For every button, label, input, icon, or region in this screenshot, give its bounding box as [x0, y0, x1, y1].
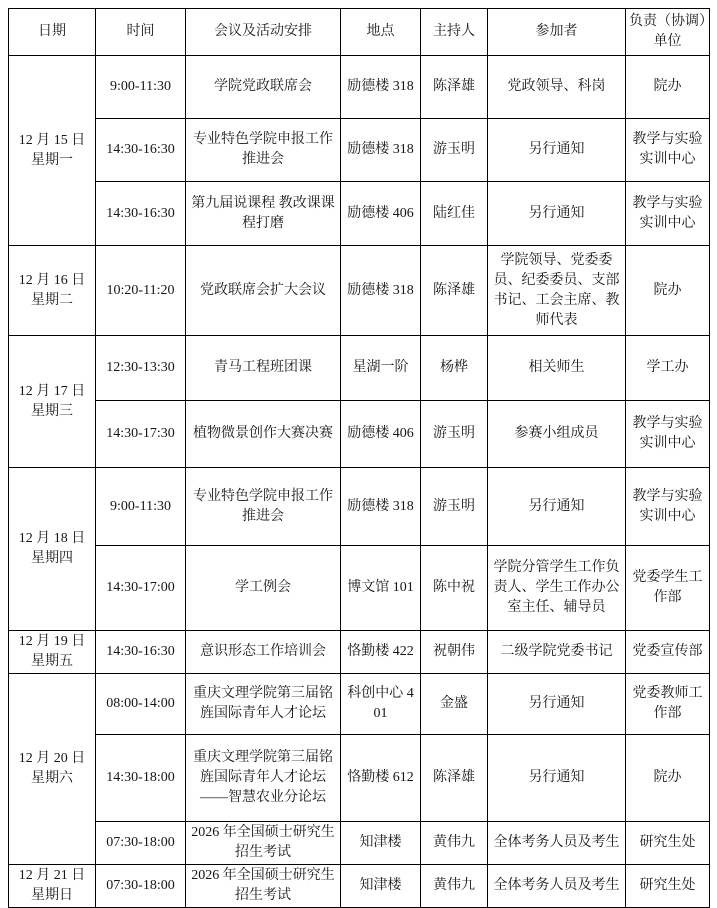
- cell-unit: 院办: [626, 56, 710, 119]
- cell-participants: 全体考务人员及考生: [488, 822, 626, 865]
- cell-meeting: 2026 年全国硕士研究生招生考试: [186, 822, 341, 865]
- cell-date-tue: [9, 246, 96, 336]
- cell-unit: 教学与实验实训中心: [626, 119, 710, 182]
- cell-place: 星湖一阶: [341, 336, 421, 401]
- cell-participants: 学院领导、党委委员、纪委委员、支部书记、工会主席、教师代表: [488, 246, 626, 336]
- date-text: 12 月 19 日: [18, 634, 86, 649]
- cell-time: 9:00-11:30: [96, 56, 186, 119]
- cell-meeting: 重庆文理学院第三届铭旌国际青年人才论坛——智慧农业分论坛: [186, 735, 341, 822]
- cell-time: 14:30-16:30: [96, 631, 186, 674]
- cell-meeting: 党政联席会扩大会议: [186, 246, 341, 336]
- cell-host: 陈泽雄: [421, 246, 488, 336]
- cell-host: 游玉明: [421, 468, 488, 546]
- cell-participants: 全体考务人员及考生: [488, 865, 626, 908]
- schedule-row: [9, 735, 710, 822]
- cell-unit: 党委学生工作部: [626, 546, 710, 631]
- cell-time: 14:30-17:00: [96, 546, 186, 631]
- cell-unit: 院办: [626, 735, 710, 822]
- cell-host: 陆红佳: [421, 182, 488, 246]
- schedule-row: [9, 246, 710, 336]
- cell-unit: 教学与实验实训中心: [626, 401, 710, 468]
- header-participants: 参加者: [488, 9, 626, 56]
- cell-participants: 党政领导、科岗: [488, 56, 626, 119]
- cell-unit: 研究生处: [626, 865, 710, 908]
- cell-place: 励德楼 406: [341, 401, 421, 468]
- header-meeting: 会议及活动安排: [186, 9, 341, 56]
- cell-host: 金盛: [421, 674, 488, 735]
- cell-meeting: 重庆文理学院第三届铭旌国际青年人才论坛: [186, 674, 341, 735]
- header-date: 日期: [9, 9, 96, 56]
- date-text: 12 月 15 日: [18, 132, 86, 148]
- cell-participants: 学院分管学生工作负责人、学生工作办公室主任、辅导员: [488, 546, 626, 631]
- cell-place: 恪勤楼 422: [341, 631, 421, 674]
- cell-place: 励德楼 318: [341, 56, 421, 119]
- weekday-text: 星期四: [31, 551, 73, 566]
- cell-place: 励德楼 406: [341, 182, 421, 246]
- weekday-text: 星期五: [31, 654, 73, 669]
- schedule-row: [9, 56, 710, 119]
- header-place: 地点: [341, 9, 421, 56]
- cell-date-wed: [9, 336, 96, 468]
- cell-meeting: 2026 年全国硕士研究生招生考试: [186, 865, 341, 908]
- cell-place: 励德楼 318: [341, 119, 421, 182]
- date-text: 12 月 17 日: [18, 383, 86, 399]
- cell-time: 07:30-18:00: [96, 865, 186, 908]
- weekday-text: 星期一: [31, 152, 73, 168]
- schedule-row: [9, 822, 710, 865]
- cell-time: 14:30-18:00: [96, 735, 186, 822]
- header-row: [9, 9, 710, 56]
- cell-host: 陈中祝: [421, 546, 488, 631]
- date-text: 12 月 18 日: [18, 531, 86, 546]
- weekday-text: 星期三: [31, 403, 73, 419]
- cell-participants: 另行通知: [488, 674, 626, 735]
- cell-participants: 另行通知: [488, 735, 626, 822]
- cell-meeting: 专业特色学院申报工作推进会: [186, 119, 341, 182]
- cell-meeting: 学院党政联席会: [186, 56, 341, 119]
- cell-place: 励德楼 318: [341, 246, 421, 336]
- cell-meeting: 学工例会: [186, 546, 341, 631]
- cell-participants: 另行通知: [488, 182, 626, 246]
- cell-host: 陈泽雄: [421, 735, 488, 822]
- cell-time: 12:30-13:30: [96, 336, 186, 401]
- cell-place: 博文馆 101: [341, 546, 421, 631]
- cell-unit: 院办: [626, 246, 710, 336]
- cell-time: 10:20-11:20: [96, 246, 186, 336]
- cell-date-thu: [9, 468, 96, 631]
- cell-place: 科创中心 401: [341, 674, 421, 735]
- cell-place: 恪勤楼 612: [341, 735, 421, 822]
- cell-time: 08:00-14:00: [96, 674, 186, 735]
- cell-meeting: 意识形态工作培训会: [186, 631, 341, 674]
- cell-host: 陈泽雄: [421, 56, 488, 119]
- date-text: 12 月 21 日: [18, 868, 86, 883]
- cell-participants: 参赛小组成员: [488, 401, 626, 468]
- cell-place: 励德楼 318: [341, 468, 421, 546]
- cell-date-fri: [9, 631, 96, 674]
- schedule-row: [9, 631, 710, 674]
- cell-meeting: 青马工程班团课: [186, 336, 341, 401]
- cell-time: 14:30-16:30: [96, 119, 186, 182]
- cell-unit: 党委宣传部: [626, 631, 710, 674]
- cell-host: 黄伟九: [421, 865, 488, 908]
- header-unit: 负责（协调）单位: [626, 9, 710, 56]
- weekday-text: 星期日: [31, 888, 73, 903]
- cell-unit: 党委教师工作部: [626, 674, 710, 735]
- cell-date-mon: [9, 56, 96, 246]
- weekday-text: 星期二: [31, 292, 73, 308]
- cell-meeting: 专业特色学院申报工作推进会: [186, 468, 341, 546]
- cell-host: 黄伟九: [421, 822, 488, 865]
- cell-host: 祝朝伟: [421, 631, 488, 674]
- cell-unit: 教学与实验实训中心: [626, 182, 710, 246]
- cell-host: 杨桦: [421, 336, 488, 401]
- cell-time: 14:30-16:30: [96, 182, 186, 246]
- schedule-row: [9, 468, 710, 546]
- cell-participants: 另行通知: [488, 468, 626, 546]
- cell-host: 游玉明: [421, 401, 488, 468]
- cell-date-sun: [9, 865, 96, 908]
- cell-place: 知津楼: [341, 865, 421, 908]
- cell-meeting: 第九届说课程 教改课课程打磨: [186, 182, 341, 246]
- schedule-row: [9, 119, 710, 182]
- schedule-row: [9, 336, 710, 401]
- cell-unit: 教学与实验实训中心: [626, 468, 710, 546]
- cell-participants: 相关师生: [488, 336, 626, 401]
- cell-meeting: 植物微景创作大赛决赛: [186, 401, 341, 468]
- weekday-text: 星期六: [31, 771, 73, 786]
- date-text: 12 月 16 日: [18, 272, 86, 288]
- cell-time: 14:30-17:30: [96, 401, 186, 468]
- schedule-row: [9, 865, 710, 908]
- date-text: 12 月 20 日: [18, 751, 86, 766]
- cell-time: 07:30-18:00: [96, 822, 186, 865]
- cell-participants: 二级学院党委书记: [488, 631, 626, 674]
- weekly-schedule-table: [8, 8, 710, 908]
- schedule-row: [9, 182, 710, 246]
- schedule-row: [9, 546, 710, 631]
- schedule-row: [9, 401, 710, 468]
- cell-host: 游玉明: [421, 119, 488, 182]
- schedule-row: [9, 674, 710, 735]
- cell-unit: 学工办: [626, 336, 710, 401]
- cell-place: 知津楼: [341, 822, 421, 865]
- cell-unit: 研究生处: [626, 822, 710, 865]
- header-host: 主持人: [421, 9, 488, 56]
- header-time: 时间: [96, 9, 186, 56]
- cell-participants: 另行通知: [488, 119, 626, 182]
- cell-time: 9:00-11:30: [96, 468, 186, 546]
- cell-date-sat: [9, 674, 96, 865]
